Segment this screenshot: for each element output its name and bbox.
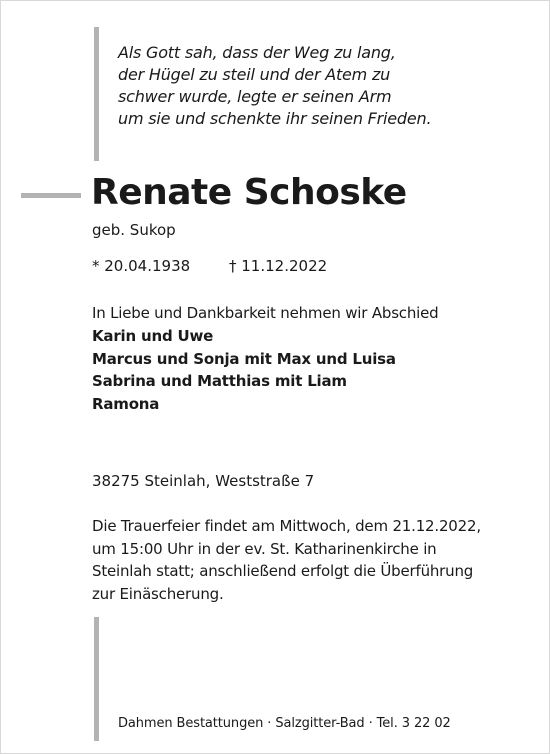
name-accent-bar: [21, 193, 81, 198]
poem-line: um sie und schenkte ihr seinen Frieden.: [118, 109, 432, 128]
mourner-line: Ramona: [92, 394, 160, 413]
mourner-line: Sabrina und Matthias mit Liam: [92, 372, 347, 390]
service-details: [92, 515, 481, 605]
service-line: zur Einäscherung.: [92, 584, 224, 603]
life-dates: [92, 255, 328, 277]
maiden-name: geb. Sukop: [92, 221, 176, 239]
family-address: 38275 Steinlah, Weststraße 7: [92, 472, 315, 490]
funeral-home-footer: Dahmen Bestattungen · Salzgitter-Bad · Tel. 3 22 02: [118, 716, 451, 731]
service-line: Steinlah statt; anschließend erfolgt die Überführung: [92, 562, 474, 580]
deceased-name: Renate Schoske: [91, 172, 407, 213]
service-line: Die Trauerfeier findet am Mittwoch, dem 21.12.2022,: [92, 517, 481, 535]
farewell-intro: In Liebe und Dankbarkeit nehmen wir Abschied: [92, 304, 439, 322]
mourners-list: [92, 325, 396, 415]
mourner-line: Karin und Uwe: [92, 327, 214, 345]
poem-quote: [118, 42, 518, 130]
death-date: † 11.12.2022: [229, 257, 328, 275]
service-line: um 15:00 Uhr in der ev. St. Katharinenkirche in: [92, 539, 437, 558]
poem-accent-bar: [94, 27, 99, 161]
poem-line: schwer wurde, legte er seinen Arm: [118, 87, 392, 106]
mourner-line: Marcus und Sonja mit Max und Luisa: [92, 349, 396, 368]
poem-line: der Hügel zu steil und der Atem zu: [118, 65, 391, 84]
footer-accent-bar: [94, 617, 99, 741]
birth-date: * 20.04.1938: [92, 257, 191, 275]
poem-line: Als Gott sah, dass der Weg zu lang,: [118, 43, 396, 62]
